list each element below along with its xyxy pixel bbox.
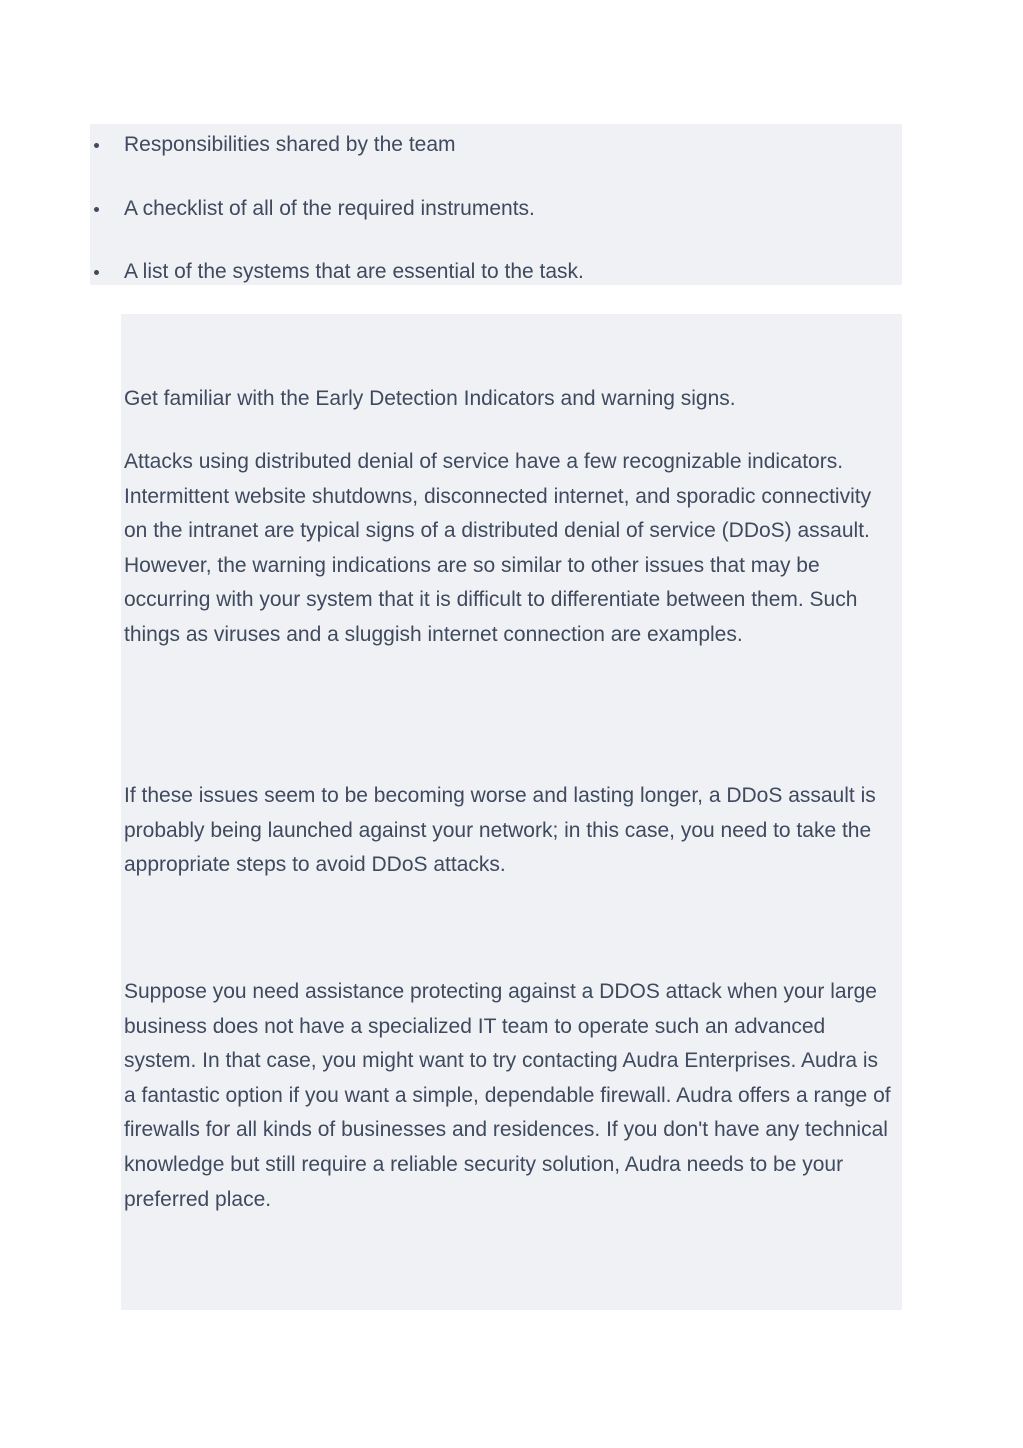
- list-item: [90, 255, 902, 289]
- article-body: [121, 314, 902, 1310]
- list-item: [90, 128, 902, 162]
- bullet-icon: [94, 207, 99, 212]
- list-item: [90, 192, 902, 226]
- paragraph-audra: Suppose you need assistance protecting against a DDOS attack when your large business does not have a specialized IT team to operate such an advanced system. In that case, you might want to try contacting Audra Enterprises. Audra is a fantastic option if you want a simple, dependable firewall. Audra offers a range of firewalls for all kinds of businesses and residences. If you don't have any technical knowledge but still require a reliable security solution, Audra needs to be your preferred place.: [124, 980, 891, 1211]
- section-heading: Get familiar with the Early Detection Indicators and warning signs.: [124, 387, 736, 410]
- bullet-list: [90, 124, 902, 285]
- bullet-icon: [94, 270, 99, 275]
- paragraph-indicators: Attacks using distributed denial of service have a few recognizable indicators. Intermittent website shutdowns, disconnected internet, and sporadic connectivity on the intranet are typical signs of a distributed denial of service (DDoS) assault. However, the warning indications are so similar to other issues that may be occurring with your system that it is difficult to differentiate between them. Such things as viruses and a sluggish internet connection are examples.: [124, 450, 872, 646]
- list-item-text: A list of the systems that are essential to the task.: [124, 260, 584, 283]
- bullet-icon: [94, 143, 99, 148]
- list-item-text: Responsibilities shared by the team: [124, 133, 456, 156]
- list-item-text: A checklist of all of the required instruments.: [124, 197, 535, 220]
- paragraph-worsening: If these issues seem to be becoming worse and lasting longer, a DDoS assault is probably being launched against your network; in this case, you need to take the appropriate steps to avoid DDoS attacks.: [124, 784, 876, 877]
